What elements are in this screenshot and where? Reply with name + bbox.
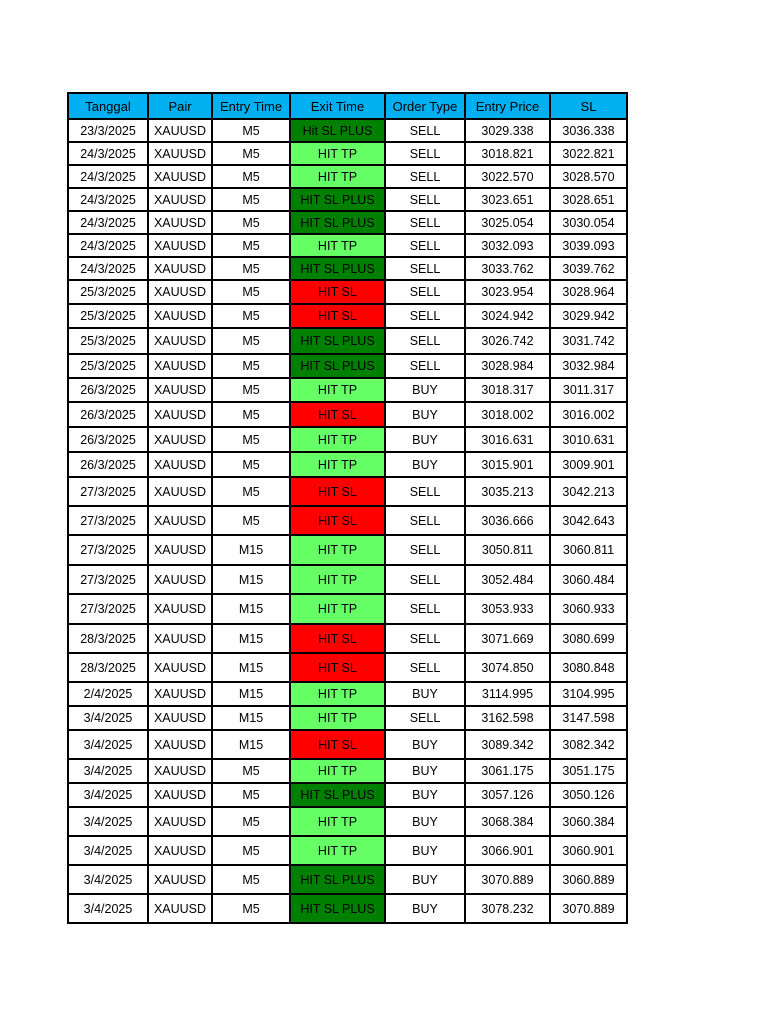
cell-entry-time[interactable]: M5 — [212, 328, 290, 354]
cell-order-type[interactable]: SELL — [385, 565, 465, 594]
cell-sl[interactable]: 3042.643 — [550, 506, 627, 535]
cell-exit-time[interactable]: HIT SL — [290, 730, 385, 759]
cell-exit-time[interactable]: HIT TP — [290, 594, 385, 624]
header-tanggal[interactable]: Tanggal — [68, 93, 148, 119]
cell-order-type[interactable]: BUY — [385, 427, 465, 452]
cell-sl[interactable]: 3010.631 — [550, 427, 627, 452]
cell-exit-time[interactable]: HIT SL — [290, 280, 385, 304]
cell-entry-price[interactable]: 3023.954 — [465, 280, 550, 304]
table-row — [68, 535, 627, 565]
cell-order-type[interactable]: BUY — [385, 807, 465, 836]
cell-order-type[interactable]: SELL — [385, 328, 465, 354]
cell-order-type[interactable]: SELL — [385, 653, 465, 682]
cell-sl[interactable]: 3036.338 — [550, 119, 627, 142]
cell-order-type[interactable]: BUY — [385, 865, 465, 894]
cell-sl[interactable]: 3060.484 — [550, 565, 627, 594]
cell-sl[interactable]: 3147.598 — [550, 706, 627, 730]
table-row — [68, 280, 627, 304]
cell-pair[interactable]: XAUUSD — [148, 257, 212, 280]
cell-pair[interactable]: XAUUSD — [148, 378, 212, 402]
cell-entry-price[interactable]: 3022.570 — [465, 165, 550, 188]
table-row — [68, 188, 627, 211]
cell-entry-price[interactable]: 3071.669 — [465, 624, 550, 653]
cell-entry-time[interactable]: M5 — [212, 452, 290, 477]
cell-exit-time[interactable]: HIT SL PLUS — [290, 865, 385, 894]
cell-pair[interactable]: XAUUSD — [148, 402, 212, 427]
cell-exit-time[interactable]: HIT SL PLUS — [290, 257, 385, 280]
cell-entry-price[interactable]: 3061.175 — [465, 759, 550, 783]
cell-pair[interactable]: XAUUSD — [148, 730, 212, 759]
cell-entry-time[interactable]: M5 — [212, 378, 290, 402]
table-row — [68, 211, 627, 234]
table-row — [68, 378, 627, 402]
cell-order-type[interactable]: BUY — [385, 402, 465, 427]
cell-entry-time[interactable]: M5 — [212, 836, 290, 865]
cell-entry-time[interactable]: M5 — [212, 759, 290, 783]
cell-entry-time[interactable]: M15 — [212, 730, 290, 759]
cell-sl[interactable]: 3016.002 — [550, 402, 627, 427]
cell-entry-time[interactable]: M15 — [212, 682, 290, 706]
cell-entry-price[interactable]: 3070.889 — [465, 865, 550, 894]
table-row — [68, 759, 627, 783]
cell-order-type[interactable]: SELL — [385, 280, 465, 304]
table-row — [68, 565, 627, 594]
cell-date[interactable]: 3/4/2025 — [68, 894, 148, 923]
cell-date[interactable]: 2/4/2025 — [68, 682, 148, 706]
cell-order-type[interactable]: SELL — [385, 142, 465, 165]
cell-order-type[interactable]: BUY — [385, 452, 465, 477]
cell-exit-time[interactable]: HIT TP — [290, 234, 385, 257]
cell-date[interactable]: 24/3/2025 — [68, 211, 148, 234]
cell-sl[interactable]: 3060.384 — [550, 807, 627, 836]
cell-entry-price[interactable]: 3023.651 — [465, 188, 550, 211]
cell-date[interactable]: 25/3/2025 — [68, 354, 148, 378]
cell-entry-price[interactable]: 3162.598 — [465, 706, 550, 730]
header-row — [68, 93, 627, 119]
cell-order-type[interactable]: SELL — [385, 188, 465, 211]
cell-entry-price[interactable]: 3057.126 — [465, 783, 550, 807]
cell-date[interactable]: 25/3/2025 — [68, 280, 148, 304]
header-sl[interactable]: SL — [550, 93, 627, 119]
cell-entry-price[interactable]: 3032.093 — [465, 234, 550, 257]
cell-pair[interactable]: XAUUSD — [148, 535, 212, 565]
table-row — [68, 427, 627, 452]
cell-order-type[interactable]: SELL — [385, 506, 465, 535]
cell-sl[interactable]: 3050.126 — [550, 783, 627, 807]
cell-pair[interactable]: XAUUSD — [148, 624, 212, 653]
cell-date[interactable]: 26/3/2025 — [68, 402, 148, 427]
table-header — [68, 93, 627, 119]
cell-sl[interactable]: 3060.889 — [550, 865, 627, 894]
cell-entry-price[interactable]: 3015.901 — [465, 452, 550, 477]
cell-exit-time[interactable]: HIT SL — [290, 477, 385, 506]
cell-entry-price[interactable]: 3078.232 — [465, 894, 550, 923]
cell-exit-time[interactable]: HIT TP — [290, 836, 385, 865]
cell-exit-time[interactable]: HIT SL — [290, 653, 385, 682]
cell-date[interactable]: 27/3/2025 — [68, 506, 148, 535]
cell-pair[interactable]: XAUUSD — [148, 682, 212, 706]
cell-entry-price[interactable]: 3024.942 — [465, 304, 550, 328]
cell-entry-time[interactable]: M5 — [212, 142, 290, 165]
cell-order-type[interactable]: BUY — [385, 730, 465, 759]
cell-date[interactable]: 27/3/2025 — [68, 565, 148, 594]
cell-pair[interactable]: XAUUSD — [148, 452, 212, 477]
cell-sl[interactable]: 3028.651 — [550, 188, 627, 211]
cell-sl[interactable]: 3028.570 — [550, 165, 627, 188]
cell-pair[interactable]: XAUUSD — [148, 477, 212, 506]
cell-entry-time[interactable]: M5 — [212, 119, 290, 142]
cell-entry-time[interactable]: M5 — [212, 783, 290, 807]
cell-sl[interactable]: 3009.901 — [550, 452, 627, 477]
cell-date[interactable]: 23/3/2025 — [68, 119, 148, 142]
cell-exit-time[interactable]: HIT SL — [290, 506, 385, 535]
cell-date[interactable]: 28/3/2025 — [68, 653, 148, 682]
cell-entry-time[interactable]: M5 — [212, 506, 290, 535]
cell-entry-time[interactable]: M5 — [212, 304, 290, 328]
cell-entry-price[interactable]: 3066.901 — [465, 836, 550, 865]
cell-entry-time[interactable]: M5 — [212, 211, 290, 234]
cell-pair[interactable]: XAUUSD — [148, 142, 212, 165]
cell-entry-time[interactable]: M15 — [212, 565, 290, 594]
cell-order-type[interactable]: SELL — [385, 624, 465, 653]
cell-entry-price[interactable]: 3114.995 — [465, 682, 550, 706]
cell-sl[interactable]: 3042.213 — [550, 477, 627, 506]
cell-date[interactable]: 3/4/2025 — [68, 807, 148, 836]
cell-date[interactable]: 26/3/2025 — [68, 452, 148, 477]
cell-entry-time[interactable]: M15 — [212, 706, 290, 730]
table-row — [68, 682, 627, 706]
cell-exit-time[interactable]: HIT SL PLUS — [290, 188, 385, 211]
table-row — [68, 257, 627, 280]
cell-entry-price[interactable]: 3052.484 — [465, 565, 550, 594]
table-row — [68, 354, 627, 378]
table-body — [68, 119, 627, 923]
cell-entry-time[interactable]: M5 — [212, 865, 290, 894]
cell-date[interactable]: 27/3/2025 — [68, 477, 148, 506]
cell-pair[interactable]: XAUUSD — [148, 188, 212, 211]
cell-order-type[interactable]: SELL — [385, 119, 465, 142]
cell-order-type[interactable]: SELL — [385, 211, 465, 234]
cell-pair[interactable]: XAUUSD — [148, 653, 212, 682]
cell-entry-time[interactable]: M15 — [212, 594, 290, 624]
cell-exit-time[interactable]: HIT SL PLUS — [290, 328, 385, 354]
cell-date[interactable]: 28/3/2025 — [68, 624, 148, 653]
table-row — [68, 119, 627, 142]
cell-order-type[interactable]: BUY — [385, 378, 465, 402]
header-exit-time[interactable]: Exit Time — [290, 93, 385, 119]
cell-date[interactable]: 3/4/2025 — [68, 836, 148, 865]
cell-order-type[interactable]: SELL — [385, 165, 465, 188]
cell-order-type[interactable]: SELL — [385, 477, 465, 506]
cell-entry-time[interactable]: M5 — [212, 234, 290, 257]
cell-sl[interactable]: 3060.901 — [550, 836, 627, 865]
cell-pair[interactable]: XAUUSD — [148, 759, 212, 783]
cell-date[interactable]: 24/3/2025 — [68, 257, 148, 280]
cell-order-type[interactable]: SELL — [385, 234, 465, 257]
cell-order-type[interactable]: BUY — [385, 836, 465, 865]
table-row — [68, 624, 627, 653]
cell-date[interactable]: 24/3/2025 — [68, 142, 148, 165]
cell-exit-time[interactable]: HIT TP — [290, 706, 385, 730]
cell-entry-price[interactable]: 3068.384 — [465, 807, 550, 836]
cell-exit-time[interactable]: HIT TP — [290, 378, 385, 402]
cell-sl[interactable]: 3039.093 — [550, 234, 627, 257]
cell-date[interactable]: 25/3/2025 — [68, 304, 148, 328]
cell-sl[interactable]: 3022.821 — [550, 142, 627, 165]
cell-date[interactable]: 26/3/2025 — [68, 378, 148, 402]
cell-entry-time[interactable]: M5 — [212, 280, 290, 304]
cell-order-type[interactable]: SELL — [385, 706, 465, 730]
cell-pair[interactable]: XAUUSD — [148, 354, 212, 378]
table-row — [68, 506, 627, 535]
cell-entry-time[interactable]: M5 — [212, 402, 290, 427]
table-row — [68, 783, 627, 807]
cell-exit-time[interactable]: HIT TP — [290, 535, 385, 565]
table-row — [68, 304, 627, 328]
cell-exit-time[interactable]: HIT SL PLUS — [290, 783, 385, 807]
cell-date[interactable]: 3/4/2025 — [68, 706, 148, 730]
cell-exit-time[interactable]: HIT TP — [290, 427, 385, 452]
header-pair[interactable]: Pair — [148, 93, 212, 119]
cell-pair[interactable]: XAUUSD — [148, 280, 212, 304]
cell-exit-time[interactable]: HIT TP — [290, 165, 385, 188]
cell-pair[interactable]: XAUUSD — [148, 565, 212, 594]
cell-sl[interactable]: 3031.742 — [550, 328, 627, 354]
table-row — [68, 730, 627, 759]
cell-date[interactable]: 3/4/2025 — [68, 730, 148, 759]
table-row — [68, 706, 627, 730]
table-row — [68, 328, 627, 354]
cell-date[interactable]: 27/3/2025 — [68, 535, 148, 565]
cell-date[interactable]: 3/4/2025 — [68, 865, 148, 894]
cell-exit-time[interactable]: HIT SL PLUS — [290, 354, 385, 378]
cell-exit-time[interactable]: HIT TP — [290, 759, 385, 783]
cell-entry-time[interactable]: M5 — [212, 188, 290, 211]
cell-entry-price[interactable]: 3033.762 — [465, 257, 550, 280]
cell-date[interactable]: 24/3/2025 — [68, 188, 148, 211]
cell-pair[interactable]: XAUUSD — [148, 865, 212, 894]
cell-sl[interactable]: 3082.342 — [550, 730, 627, 759]
cell-sl[interactable]: 3080.848 — [550, 653, 627, 682]
cell-pair[interactable]: XAUUSD — [148, 427, 212, 452]
cell-sl[interactable]: 3011.317 — [550, 378, 627, 402]
cell-entry-price[interactable]: 3050.811 — [465, 535, 550, 565]
cell-date[interactable]: 24/3/2025 — [68, 165, 148, 188]
cell-date[interactable]: 3/4/2025 — [68, 783, 148, 807]
cell-order-type[interactable]: SELL — [385, 304, 465, 328]
cell-sl[interactable]: 3029.942 — [550, 304, 627, 328]
cell-date[interactable]: 3/4/2025 — [68, 759, 148, 783]
cell-order-type[interactable]: BUY — [385, 682, 465, 706]
table-row — [68, 594, 627, 624]
cell-order-type[interactable]: SELL — [385, 535, 465, 565]
cell-entry-time[interactable]: M5 — [212, 807, 290, 836]
cell-pair[interactable]: XAUUSD — [148, 211, 212, 234]
cell-exit-time[interactable]: HIT TP — [290, 807, 385, 836]
table-row — [68, 894, 627, 923]
table-row — [68, 865, 627, 894]
cell-entry-time[interactable]: M5 — [212, 165, 290, 188]
cell-pair[interactable]: XAUUSD — [148, 783, 212, 807]
cell-pair[interactable]: XAUUSD — [148, 836, 212, 865]
cell-entry-time[interactable]: M5 — [212, 477, 290, 506]
table-row — [68, 165, 627, 188]
cell-entry-price[interactable]: 3053.933 — [465, 594, 550, 624]
cell-exit-time[interactable]: HIT SL — [290, 624, 385, 653]
cell-entry-price[interactable]: 3074.850 — [465, 653, 550, 682]
cell-entry-time[interactable]: M5 — [212, 894, 290, 923]
cell-entry-time[interactable]: M15 — [212, 624, 290, 653]
cell-pair[interactable]: XAUUSD — [148, 304, 212, 328]
cell-entry-price[interactable]: 3018.002 — [465, 402, 550, 427]
cell-exit-time[interactable]: Hit SL PLUS — [290, 119, 385, 142]
cell-exit-time[interactable]: HIT SL PLUS — [290, 894, 385, 923]
cell-sl[interactable]: 3051.175 — [550, 759, 627, 783]
cell-order-type[interactable]: SELL — [385, 594, 465, 624]
cell-sl[interactable]: 3028.964 — [550, 280, 627, 304]
cell-entry-price[interactable]: 3028.984 — [465, 354, 550, 378]
cell-sl[interactable]: 3060.933 — [550, 594, 627, 624]
trade-log-table — [67, 92, 628, 924]
cell-exit-time[interactable]: HIT SL — [290, 304, 385, 328]
cell-date[interactable]: 24/3/2025 — [68, 234, 148, 257]
cell-pair[interactable]: XAUUSD — [148, 234, 212, 257]
cell-pair[interactable]: XAUUSD — [148, 506, 212, 535]
cell-exit-time[interactable]: HIT SL — [290, 402, 385, 427]
table-row — [68, 452, 627, 477]
cell-entry-price[interactable]: 3036.666 — [465, 506, 550, 535]
table-row — [68, 477, 627, 506]
cell-sl[interactable]: 3039.762 — [550, 257, 627, 280]
cell-sl[interactable]: 3080.699 — [550, 624, 627, 653]
table-row — [68, 653, 627, 682]
cell-exit-time[interactable]: HIT SL PLUS — [290, 211, 385, 234]
cell-entry-price[interactable]: 3029.338 — [465, 119, 550, 142]
table-row — [68, 142, 627, 165]
cell-entry-price[interactable]: 3018.317 — [465, 378, 550, 402]
cell-date[interactable]: 25/3/2025 — [68, 328, 148, 354]
cell-date[interactable]: 26/3/2025 — [68, 427, 148, 452]
cell-entry-time[interactable]: M5 — [212, 427, 290, 452]
cell-entry-time[interactable]: M15 — [212, 535, 290, 565]
header-order-type[interactable]: Order Type — [385, 93, 465, 119]
cell-order-type[interactable]: BUY — [385, 759, 465, 783]
cell-sl[interactable]: 3032.984 — [550, 354, 627, 378]
cell-date[interactable]: 27/3/2025 — [68, 594, 148, 624]
cell-order-type[interactable]: BUY — [385, 894, 465, 923]
cell-entry-price[interactable]: 3089.342 — [465, 730, 550, 759]
cell-pair[interactable]: XAUUSD — [148, 894, 212, 923]
table-row — [68, 234, 627, 257]
cell-order-type[interactable]: BUY — [385, 783, 465, 807]
cell-entry-price[interactable]: 3026.742 — [465, 328, 550, 354]
cell-exit-time[interactable]: HIT TP — [290, 682, 385, 706]
cell-sl[interactable]: 3030.054 — [550, 211, 627, 234]
cell-order-type[interactable]: SELL — [385, 257, 465, 280]
cell-pair[interactable]: XAUUSD — [148, 119, 212, 142]
cell-entry-time[interactable]: M15 — [212, 653, 290, 682]
cell-entry-price[interactable]: 3025.054 — [465, 211, 550, 234]
table-row — [68, 807, 627, 836]
cell-order-type[interactable]: SELL — [385, 354, 465, 378]
cell-sl[interactable]: 3060.811 — [550, 535, 627, 565]
cell-entry-price[interactable]: 3018.821 — [465, 142, 550, 165]
cell-entry-time[interactable]: M5 — [212, 257, 290, 280]
cell-pair[interactable]: XAUUSD — [148, 807, 212, 836]
cell-pair[interactable]: XAUUSD — [148, 706, 212, 730]
cell-entry-price[interactable]: 3016.631 — [465, 427, 550, 452]
cell-pair[interactable]: XAUUSD — [148, 328, 212, 354]
cell-exit-time[interactable]: HIT TP — [290, 452, 385, 477]
cell-entry-price[interactable]: 3035.213 — [465, 477, 550, 506]
cell-exit-time[interactable]: HIT TP — [290, 142, 385, 165]
table-row — [68, 836, 627, 865]
header-entry-price[interactable]: Entry Price — [465, 93, 550, 119]
cell-exit-time[interactable]: HIT TP — [290, 565, 385, 594]
table-row — [68, 402, 627, 427]
cell-sl[interactable]: 3070.889 — [550, 894, 627, 923]
cell-pair[interactable]: XAUUSD — [148, 594, 212, 624]
cell-sl[interactable]: 3104.995 — [550, 682, 627, 706]
cell-pair[interactable]: XAUUSD — [148, 165, 212, 188]
header-entry-time[interactable]: Entry Time — [212, 93, 290, 119]
cell-entry-time[interactable]: M5 — [212, 354, 290, 378]
